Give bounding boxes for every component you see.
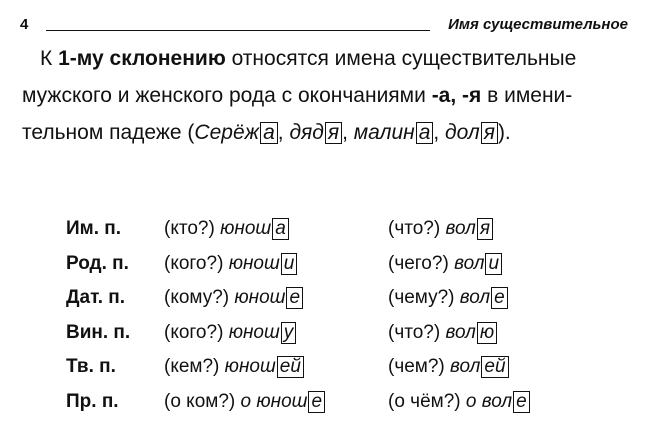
example-2 (388, 218, 493, 240)
rule-line-1 (22, 40, 642, 77)
word-stem: вол (445, 218, 476, 239)
word-stem: юнош (224, 356, 276, 377)
case-label: Вин. п. (66, 321, 131, 343)
example-1 (164, 322, 296, 344)
rule-term: 1-му склонению (58, 47, 226, 70)
example-stem: дяд (289, 121, 324, 144)
separator: , (433, 121, 446, 144)
ending-box: е (286, 287, 303, 309)
ending-box: у (281, 322, 297, 344)
ending-box: е (491, 287, 508, 309)
ending-box: е (513, 391, 530, 413)
case-question: (чего?) (388, 252, 449, 274)
case-question: (чем?) (388, 356, 445, 377)
example-2 (388, 356, 509, 378)
rule-line-2 (22, 77, 642, 114)
case-question: (кем?) (164, 356, 220, 377)
word-stem: вол (450, 356, 481, 377)
example-1 (164, 218, 289, 240)
rule-text-segment: К (40, 47, 59, 70)
rule-line-3 (22, 114, 642, 151)
example-stem: дол (445, 121, 480, 144)
example-1 (164, 253, 297, 275)
case-question: (о ком?) (164, 390, 236, 412)
case-label: Пр. п. (66, 390, 119, 412)
example-stem: Серёж (194, 121, 260, 144)
word-stem: вол (445, 321, 476, 343)
example-stem: малин (353, 121, 415, 144)
word-stem: юнош (220, 218, 272, 239)
example-ending-box: я (325, 122, 342, 144)
word-stem: о вол (465, 390, 513, 412)
ending-box: а (272, 218, 289, 240)
header-divider (46, 30, 430, 31)
rule-endings: -а, -я (431, 84, 482, 107)
separator: ). (497, 121, 511, 144)
running-title: Имя существительное (448, 16, 628, 33)
example-2 (388, 322, 497, 344)
example-ending-box: я (481, 122, 498, 144)
case-question: (кого?) (164, 252, 224, 274)
rule-paragraph (22, 40, 642, 151)
page-header (0, 0, 656, 40)
rule-text-segment: тельном падеже ( (22, 121, 195, 144)
case-question: (кто?) (164, 218, 215, 239)
example-1 (164, 391, 325, 413)
case-question: (кому?) (164, 287, 230, 308)
ending-box: и (485, 253, 502, 275)
ending-box: е (308, 391, 325, 413)
case-question: (кого?) (164, 321, 224, 343)
word-stem: юнош (228, 252, 280, 274)
page-number: 4 (20, 16, 29, 33)
case-question: (что?) (388, 218, 441, 239)
word-stem: юнош (228, 321, 280, 343)
example-2 (388, 287, 508, 309)
word-stem: вол (454, 252, 485, 274)
example-1 (164, 287, 303, 309)
separator: , (277, 121, 290, 144)
example-2 (388, 391, 530, 413)
rule-text-segment: в имени- (481, 84, 573, 107)
case-question: (о чём?) (388, 390, 461, 412)
case-label: Им. п. (66, 218, 122, 239)
ending-box: и (281, 253, 298, 275)
ending-box: я (477, 218, 493, 240)
ending-box: ей (481, 356, 508, 378)
example-ending-box: а (260, 122, 278, 144)
word-stem: вол (459, 287, 491, 308)
word-stem: юнош (234, 287, 286, 308)
case-question: (что?) (388, 321, 441, 343)
case-label: Род. п. (66, 252, 129, 274)
example-2 (388, 253, 502, 275)
case-label: Тв. п. (66, 356, 116, 377)
rule-text-segment: мужского и женского рода с окончаниями (22, 84, 432, 107)
rule-text-segment: относятся имена существительные (225, 47, 577, 70)
example-1 (164, 356, 304, 378)
word-stem: о юнош (240, 390, 308, 412)
case-label: Дат. п. (66, 287, 126, 308)
case-question: (чему?) (388, 287, 455, 308)
ending-box: ей (277, 356, 304, 378)
separator: , (342, 121, 354, 144)
ending-box: ю (477, 322, 497, 344)
example-ending-box: а (416, 122, 434, 144)
